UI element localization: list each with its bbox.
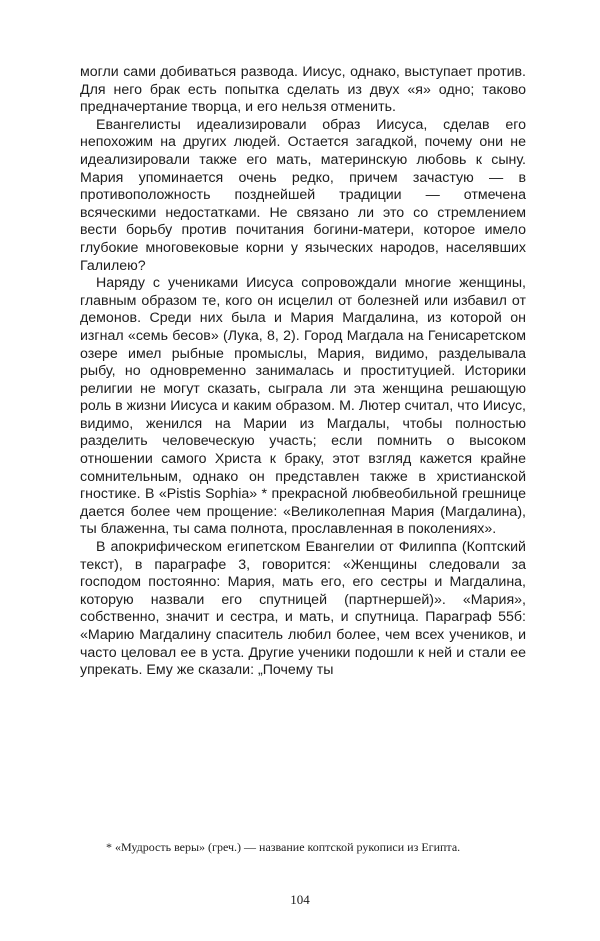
page-number: 104: [290, 892, 310, 907]
footnote: * «Мудрость веры» (греч.) — название коптской рукописи из Египта.: [106, 840, 461, 854]
paragraph-1: могли сами добиваться развода. Иисус, однако, выступает против. Для него брак есть попытка сделать из двух «я» одно; таково предначертание творца, и его нельзя отменить.: [80, 64, 526, 116]
paragraph-2: Евангелисты идеализировали образ Иисуса, сделав его непохожим на других людей. Остается загадкой, почему они не идеализировали также его мать, материнскую любовь к сыну. Мария упоминается очень редко, причем зачастую — в противоположность позднейшей традиции — отмечена всяческими недостатками. Не связано ли это со стремлением вести борьбу против почитания богини-матери, которое имело глубокие многовековые корни у языческих народов, населявших Галилею?: [80, 116, 526, 274]
paragraph-3: Наряду с учениками Иисуса сопровождали многие женщины, главным образом те, кого он исцелил от болезней или избавил от демонов. Среди них была и Мария Магдалина, из которой он изгнал «семь бесов» (Лука, 8, 2). Город Магдала на Генисаретском озере имел рыбные промыслы, Мария, видимо, разделывала рыбу, но одновременно занималась и проституцией. Историки религии не могут сказать, сыграла ли эта женщина решающую роль в жизни Иисуса и каким образом. М. Лютер считал, что Иисус, видимо, женился на Марии из Магдалы, чтобы полностью разделить человеческую участь; если помнить о высоком отношении самого Христа к браку, этот взгляд кажется крайне сомнительным, однако он представлен также в христианской гностике. В «Pistis Sophia» * прекрасной любвеобильной грешнице дается более чем прощение: «Великолепная Мария (Магдалина), ты блаженна, ты сама полнота, прославленная в поколениях».: [80, 275, 526, 538]
paragraph-4: В апокрифическом египетском Евангелии от Филиппа (Коптский текст), в параграфе 3, говорится: «Женщины следовали за господом постоянно: Мария, мать его, его сестры и Магдалина, которую назвали его спутницей (партнершей)». «Мария», собственно, значит и сестра, и мать, и спутница. Параграф 55б: «Марию Магдалину спаситель любил более, чем всех учеников, и часто целовал ее в уста. Другие ученики подошли к ней и стали ее упрекать. Ему же сказали: „Почему ты: [80, 539, 526, 679]
main-text: [80, 64, 526, 680]
